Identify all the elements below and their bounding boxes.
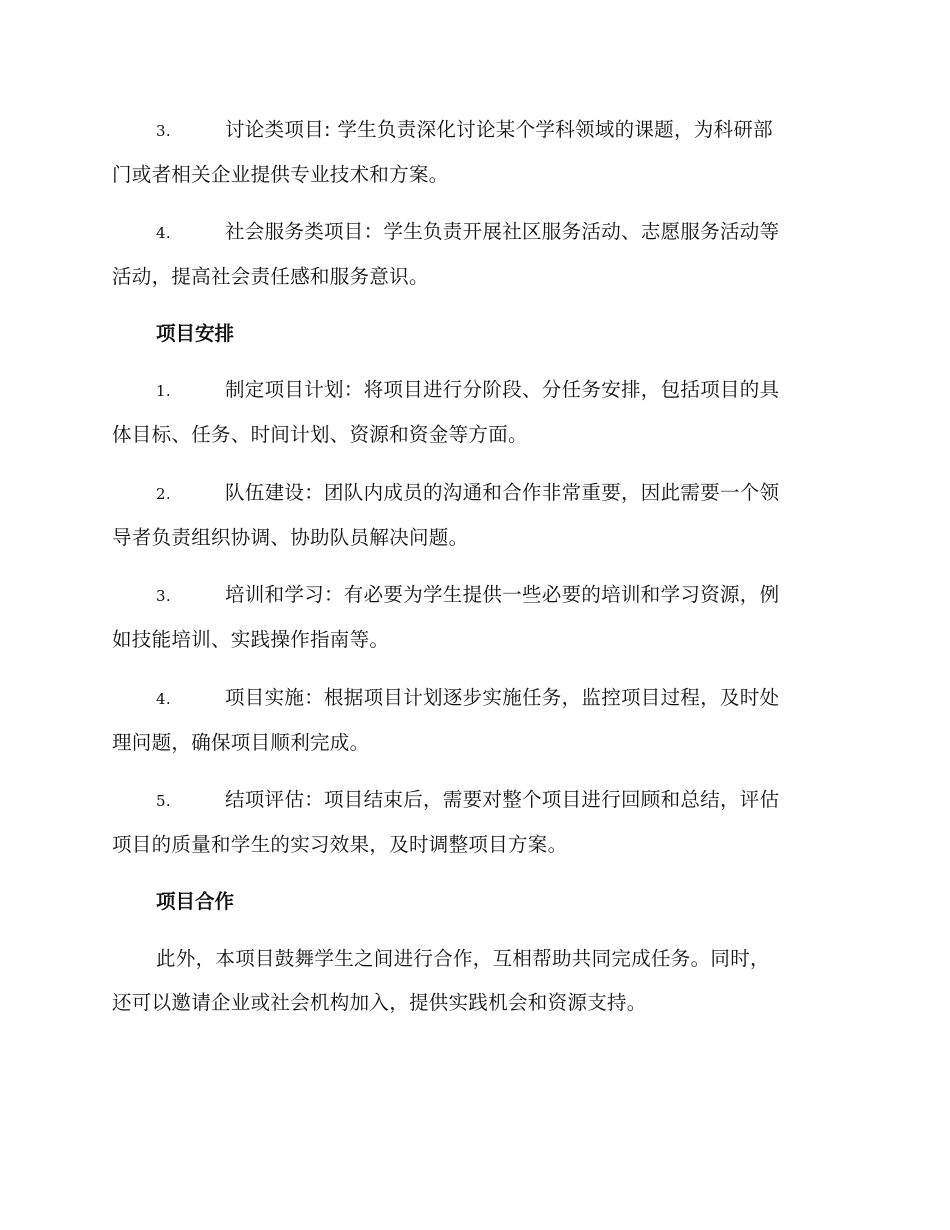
list-item [112, 778, 836, 867]
list-item [112, 210, 836, 299]
item-number: 1. [156, 382, 171, 400]
item-text-line1: 队伍建设：团队内成员的沟通和合作非常重要，因此需要一个领 [225, 481, 780, 504]
item-text-line2: 导者负责组织协调、协助队员解决问题。 [112, 526, 469, 549]
item-text-line2: 如技能培训、实践操作指南等。 [112, 628, 390, 651]
item-text-line1: 讨论类项目: 学生负责深化讨论某个学科领域的课题，为科研部 [225, 118, 773, 141]
list-item [112, 471, 836, 560]
item-text-line2: 体目标、任务、时间计划、资源和资金等方面。 [112, 423, 528, 446]
section-heading-cooperation: 项目合作 [156, 890, 235, 913]
list-item [112, 573, 836, 662]
item-text-line1: 制定项目计划：将项目进行分阶段、分任务安排，包括项目的具 [225, 378, 780, 401]
cooperation-paragraph [112, 937, 836, 1025]
item-number: 4. [156, 224, 171, 242]
item-number: 5. [156, 792, 171, 810]
section-heading-arrangement: 项目安排 [156, 322, 235, 345]
item-text-line2: 项目的质量和学生的实习效果，及时调整项目方案。 [112, 833, 568, 856]
list-item [112, 108, 836, 197]
item-number: 3. [156, 587, 171, 605]
item-text-line2: 活动，提高社会责任感和服务意识。 [112, 265, 429, 288]
item-number: 4. [156, 690, 171, 708]
list-item [112, 368, 836, 457]
item-number: 3. [156, 122, 171, 140]
item-number: 2. [156, 485, 171, 503]
item-text-line1: 项目实施：根据项目计划逐步实施任务，监控项目过程，及时处 [225, 686, 780, 709]
item-text-line1: 结项评估：项目结束后，需要对整个项目进行回顾和总结，评估 [225, 788, 780, 811]
paragraph-line1: 此外，本项目鼓舞学生之间进行合作，互相帮助共同完成任务。同时， [156, 947, 770, 970]
item-text-line1: 培训和学习：有必要为学生提供一些必要的培训和学习资源，例 [225, 583, 780, 606]
paragraph-line2: 还可以邀请企业或社会机构加入，提供实践机会和资源支持。 [112, 991, 647, 1014]
list-item [112, 676, 836, 765]
item-text-line2: 门或者相关企业提供专业技术和方案。 [112, 163, 449, 186]
item-text-line2: 理问题，确保项目顺利完成。 [112, 731, 370, 754]
item-text-line1: 社会服务类项目：学生负责开展社区服务活动、志愿服务活动等 [225, 220, 780, 243]
